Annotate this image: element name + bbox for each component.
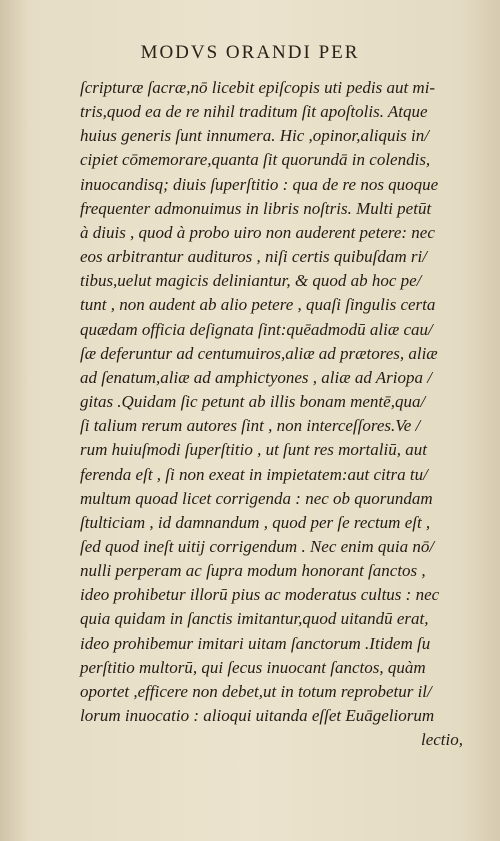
text-line: ferenda eſt , ſi non exeat in impietatem:aut citra tu/ <box>80 464 428 484</box>
text-line: huius generis ſunt innumera. Hic ,opinor,aliquis in/ <box>80 126 429 146</box>
text-line: quædam officia deſignata ſint:quēadmodū aliæ cau/ <box>80 319 433 339</box>
text-line: frequenter admonuimus in libris noſtris. Multi petūt <box>80 198 432 218</box>
text-line: tibus,uelut magicis deliniantur, & quod ab hoc pe/ <box>80 271 422 291</box>
text-line: perſtitio multorū, qui ſecus inuocant ſanctos, quàm <box>80 657 426 677</box>
text-line: ſi talium rerum autores ſint , non interceſſores.Ve / <box>80 416 421 436</box>
text-line: multum quoad licet corrigenda : nec ob quorundam <box>80 488 433 508</box>
text-line: eos arbitrantur audituros , niſi certis quibuſdam ri/ <box>80 247 427 267</box>
text-line: rum huiuſmodi ſuperſtitio , ut ſunt res mortaliū, aut <box>80 440 427 460</box>
body-text <box>80 76 475 752</box>
text-line: tris,quod ea de re nihil traditum ſit apoſtolis. Atque <box>80 102 428 122</box>
text-line: quia quidam in ſanctis imitantur,quod uitandū erat, <box>80 609 429 629</box>
text-line: tunt , non audent ab alio petere , quaſi ſingulis certa <box>80 295 436 315</box>
text-line: ideo prohibemur imitari uitam ſanctorum .Itidem ſu <box>80 633 431 653</box>
text-line: ſæ deferuntur ad centumuiros,aliæ ad prætores, aliæ <box>80 343 438 363</box>
text-line: cipiet cōmemorare,quanta ſit quorundā in colendis, <box>80 150 431 170</box>
catchword: lectio, <box>420 730 463 750</box>
running-head: MODVS ORANDI PER <box>140 42 360 63</box>
text-line: lorum inuocatio : alioqui uitanda eſſet Euāgeliorum <box>80 706 435 726</box>
text-line: ideo prohibetur illorū pius ac moderatus cultus : nec <box>80 585 440 605</box>
text-line: inuocandisq; diuis ſuperſtitio : qua de re nos quoque <box>80 174 439 194</box>
text-line: ſed quod ineſt uitij corrigendum . Nec enim quia nō/ <box>80 536 435 556</box>
text-line: à diuis , quod à probo uiro non auderent petere: nec <box>80 222 435 242</box>
text-line: nulli perperam ac ſupra modum honorant ſanctos , <box>80 561 426 581</box>
text-line: oportet ,efficere non debet,ut in totum reprobetur il/ <box>80 681 432 701</box>
text-line: ſtulticiam , id damnandum , quod per ſe rectum eſt , <box>80 512 431 532</box>
text-line: ſcripturæ ſacræ,nō licebit epiſcopis uti pedis aut mi- <box>80 78 436 97</box>
text-line: ad ſenatum,aliæ ad amphictyones , aliæ ad Ariopa / <box>80 367 432 387</box>
text-line: gitas .Quidam ſic petunt ab illis bonam mentē,qua/ <box>80 392 426 412</box>
